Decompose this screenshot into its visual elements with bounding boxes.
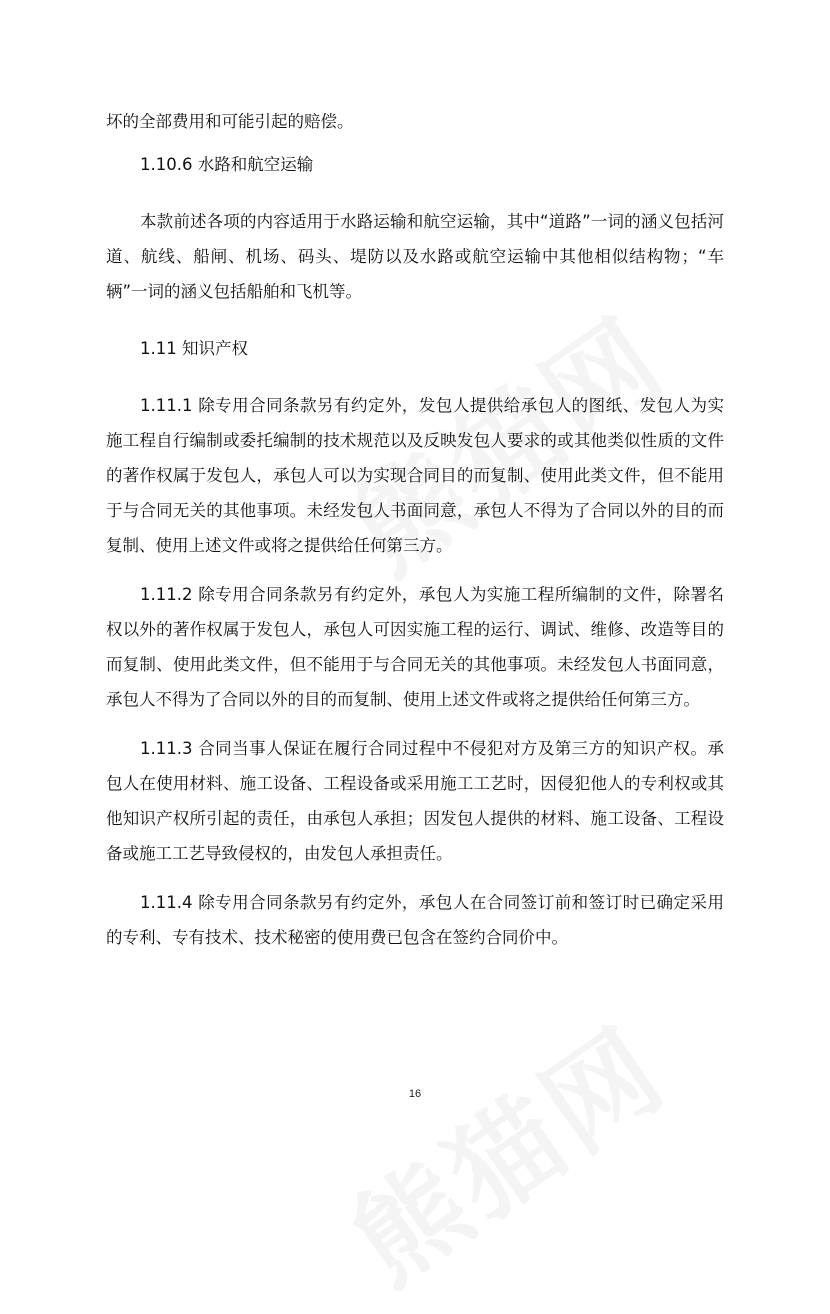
paragraph-continuation: 坏的全部费用和可能引起的赔偿。 bbox=[106, 112, 354, 131]
paragraph-1-10-6: 本款前述各项的内容适用于水路运输和航空运输，其中“道路”一词的涵义包括河道、航线、船闸、机场、码头、堤防以及水路或航空运输中其他相似结构物；“车辆”一词的涵义包括船舶和飞机等。 bbox=[106, 212, 724, 301]
document-body bbox=[106, 104, 724, 955]
paragraph-1-11-1: 1.11.1 除专用合同条款另有约定外，发包人提供给承包人的图纸、发包人为实施工程自行编制或委托编制的技术规范以及反映发包人要求的或其他类似性质的文件的著作权属于发包人，承包人可以为实现合同目的而复制、使用此类文件，但不能用于与合同无关的其他事项。未经发包人书面同意，承包人不得为了合同以外的目的而复制、使用上述文件或将之提供给任何第三方。 bbox=[106, 396, 724, 555]
paragraph-1-11-4: 1.11.4 除专用合同条款另有约定外，承包人在合同签订前和签订时已确定采用的专利、专有技术、技术秘密的使用费已包含在签约合同价中。 bbox=[106, 893, 724, 947]
section-heading-1-10-6: 1.10.6 水路和航空运输 bbox=[140, 155, 314, 174]
section-heading-1-11: 1.11 知识产权 bbox=[140, 339, 248, 358]
watermark bbox=[316, 984, 692, 1313]
paragraph-1-11-2: 1.11.2 除专用合同条款另有约定外，承包人为实施工程所编制的文件，除署名权以外的著作权属于发包人，承包人可因实施工程的运行、调试、维修、改造等目的而复制、使用此类文件，但不能用于与合同无关的其他事项。未经发包人书面同意，承包人不得为了合同以外的目的而复制、使用上述文件或将之提供给任何第三方。 bbox=[106, 585, 724, 709]
paragraph-1-11-3: 1.11.3 合同当事人保证在履行合同过程中不侵犯对方及第三方的知识产权。承包人在使用材料、施工设备、工程设备或采用施工工艺时，因侵犯他人的专利权或其他知识产权所引起的责任，由承包人承担；因发包人提供的材料、施工设备、工程设备或施工工艺导致侵权的，由发包人承担责任。 bbox=[106, 739, 724, 863]
page-number: 16 bbox=[408, 1088, 422, 1100]
